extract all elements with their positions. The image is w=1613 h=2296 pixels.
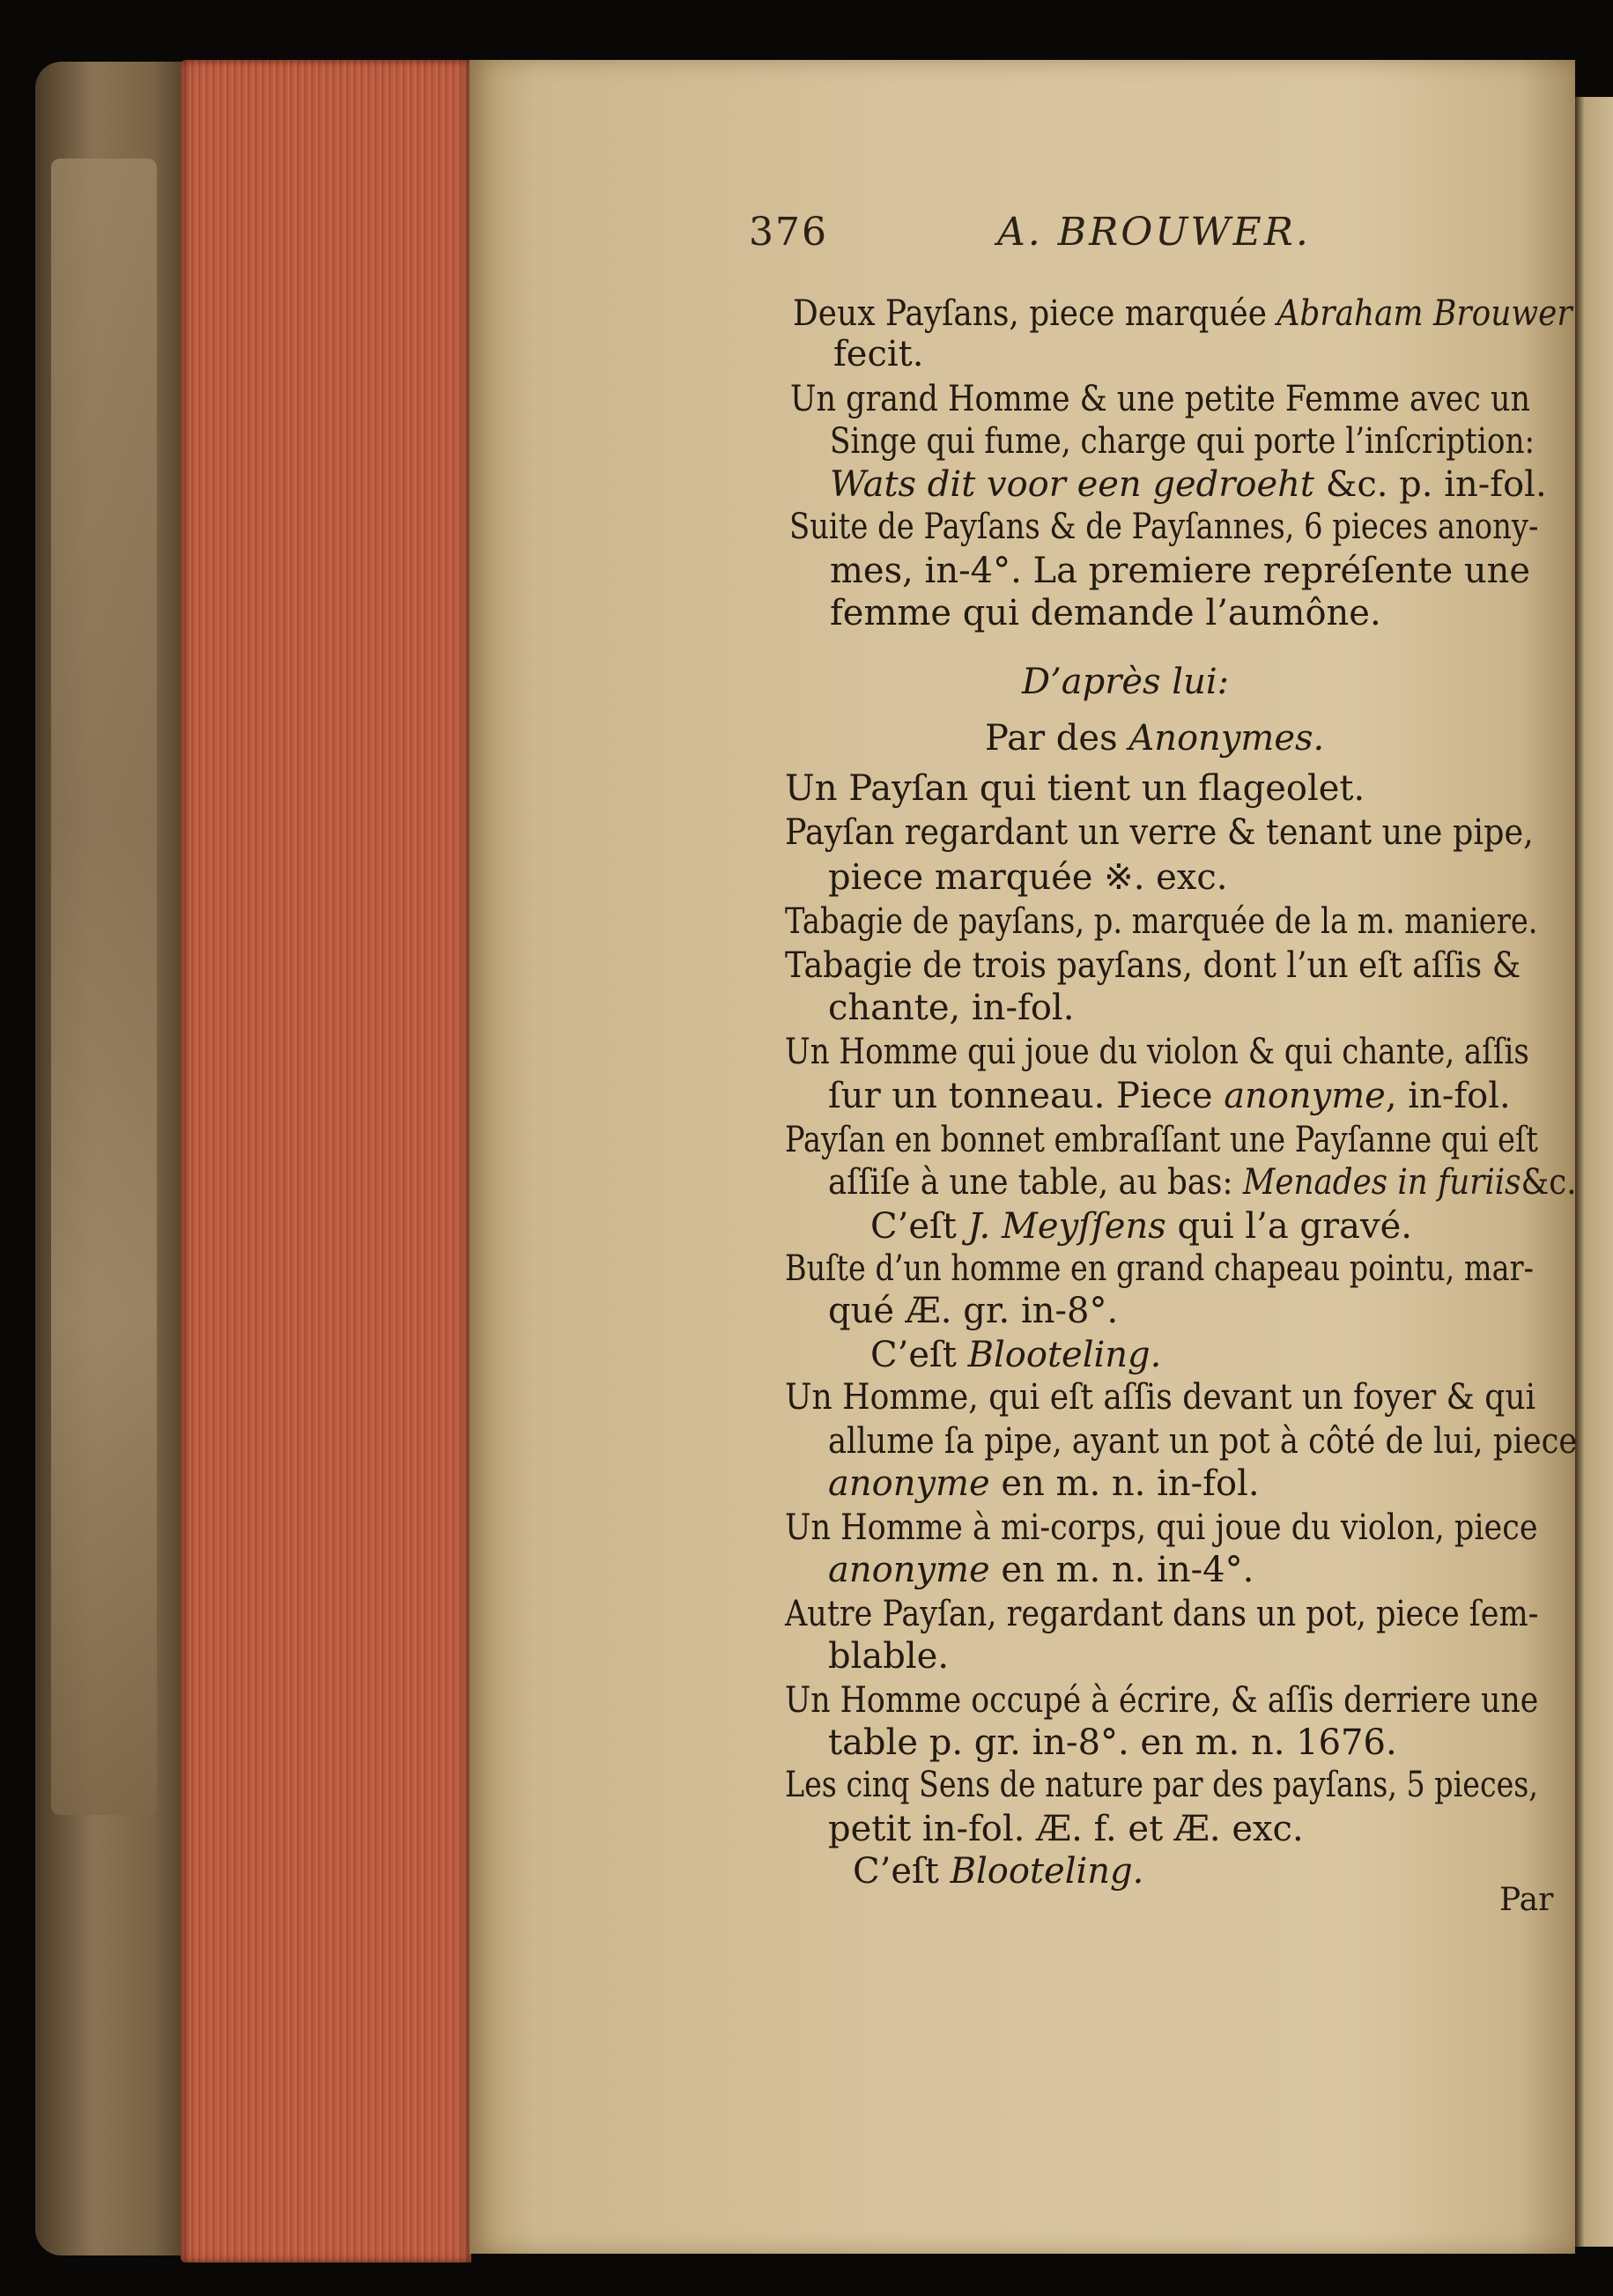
text-line (830, 553, 1530, 589)
text-run: qui l’a gravé. (1165, 1206, 1412, 1247)
text-run: Par des (985, 718, 1129, 759)
text-run: fecit. (833, 334, 924, 374)
text-run: Un Homme à mi-corps, qui joue du violon, piece (785, 1507, 1538, 1548)
text-line (870, 1337, 1161, 1373)
text-line (785, 1034, 1529, 1070)
text-line (828, 1293, 1118, 1329)
text-run: en m. n. in-4°. (989, 1550, 1254, 1590)
italic-run: anonyme (828, 1550, 990, 1590)
text-line (793, 293, 1572, 334)
text-line (785, 812, 1534, 853)
text-line (828, 1162, 1577, 1203)
text-line (828, 1636, 950, 1677)
text-line (985, 718, 1325, 759)
text-run: Buſte d’un homme en grand chapeau pointu, mar- (785, 1248, 1534, 1289)
text-run: C’eſt (853, 1851, 951, 1892)
text-run: Les cinq Sens de nature par des payſans, 5 pieces, (785, 1765, 1538, 1805)
italic-run: anonyme (1224, 1076, 1386, 1116)
text-line (830, 421, 1535, 462)
text-run: Autre Payſan, regardant dans un pot, piece ſem- (785, 1594, 1539, 1634)
text-line (830, 464, 1547, 505)
text-line (785, 768, 1365, 809)
text-line (785, 1767, 1538, 1803)
text-run: &c. (1521, 1162, 1577, 1203)
text-run: table p. gr. in-8°. en m. n. 1676. (828, 1722, 1397, 1763)
text-line (828, 990, 1074, 1026)
text-run: , in-fol. (1385, 1076, 1511, 1116)
page-number: 376 (749, 210, 828, 255)
text-run: Un Homme occupé à écrire, & aſſis derriere une (785, 1680, 1539, 1721)
text-run: allume ſa pipe, ayant un pot à côté de lui, piece (828, 1421, 1578, 1462)
text-run: blable. (828, 1636, 950, 1677)
text-run: qué Æ. gr. in-8°. (828, 1291, 1119, 1331)
text-line (828, 1811, 1304, 1847)
text-run: mes, in-4°. La premiere repréſente une (830, 551, 1531, 591)
red-page-edges (181, 60, 471, 2263)
text-line (1022, 664, 1229, 700)
text-line (833, 334, 924, 374)
italic-run: D’après lui: (1022, 662, 1230, 702)
text-line (828, 1463, 1260, 1504)
text-line (830, 593, 1381, 633)
running-title: A. BROUWER. (997, 210, 1311, 255)
italic-run: J. Meyſſens (967, 1206, 1166, 1247)
text-line (828, 857, 1228, 898)
text-run: &c. p. in-fol. (1314, 464, 1547, 505)
text-run: Suite de Payſans & de Payſannes, 6 pieces anony- (789, 507, 1539, 547)
text-run: C’eſt (870, 1206, 968, 1247)
text-run: Deux Payſans, piece marquée (793, 293, 1277, 334)
text-line (785, 1248, 1534, 1289)
text-line (785, 945, 1521, 986)
text-line (785, 1680, 1539, 1721)
text-line (785, 901, 1538, 942)
text-run: Un Homme qui joue du violon & qui chante, aſſis (785, 1032, 1529, 1072)
text-line (790, 381, 1530, 417)
text-run: Payſan en bonnet embraſſant une Payſanne qui eſt (785, 1120, 1538, 1160)
italic-run: Wats dit voor een gedroeht (830, 464, 1314, 505)
text-line (785, 1596, 1538, 1632)
italic-run: Anonymes. (1128, 718, 1325, 759)
text-run: ſur un tonneau. Piece (828, 1076, 1225, 1116)
text-run: chante, in-fol. (828, 988, 1075, 1028)
text-run: aſſiſe à une table, au bas: (828, 1162, 1243, 1203)
text-run: Tabagie de payſans, p. marquée de la m. maniere. (785, 901, 1538, 942)
italic-run: Blooteling. (950, 1851, 1144, 1892)
text-line (789, 507, 1539, 547)
catchword: Par (1499, 1882, 1554, 1918)
text-run: Singe qui fume, charge qui porte l’inſcription: (830, 421, 1535, 462)
text-run: C’eſt (870, 1335, 968, 1375)
text-run: petit in-fol. Æ. f. et Æ. exc. (828, 1809, 1304, 1849)
text-line (785, 1122, 1538, 1158)
text-run: femme qui demande l’aumône. (830, 593, 1381, 633)
italic-run: Blooteling. (967, 1335, 1162, 1375)
text-run: Un Payſan qui tient un flageolet. (785, 768, 1365, 809)
text-line (828, 1078, 1511, 1114)
text-run: Tabagie de trois payſans, dont l’un eſt aſſis & (785, 945, 1521, 986)
text-line (785, 1377, 1536, 1418)
text-line (853, 1851, 1144, 1892)
text-run: Un Homme, qui eſt aſſis devant un foyer & qui (785, 1377, 1536, 1418)
text-line (785, 1507, 1538, 1548)
text-line (828, 1722, 1397, 1763)
text-line (828, 1552, 1254, 1588)
text-run: piece marquée ※. exc. (828, 857, 1228, 898)
text-line (828, 1421, 1578, 1462)
text-line (870, 1206, 1412, 1247)
text-run: Payſan regardant un verre & tenant une pipe, (785, 812, 1534, 853)
italic-run: Abraham Brouwer (1276, 293, 1572, 334)
text-run: en m. n. in-fol. (989, 1463, 1260, 1504)
italic-run: Menades in furiis (1242, 1162, 1521, 1203)
binding-wear-patch (51, 159, 157, 1815)
text-run: Un grand Homme & une petite Femme avec un (790, 379, 1531, 419)
italic-run: anonyme (828, 1463, 990, 1504)
facing-page-sliver (1575, 97, 1613, 2247)
